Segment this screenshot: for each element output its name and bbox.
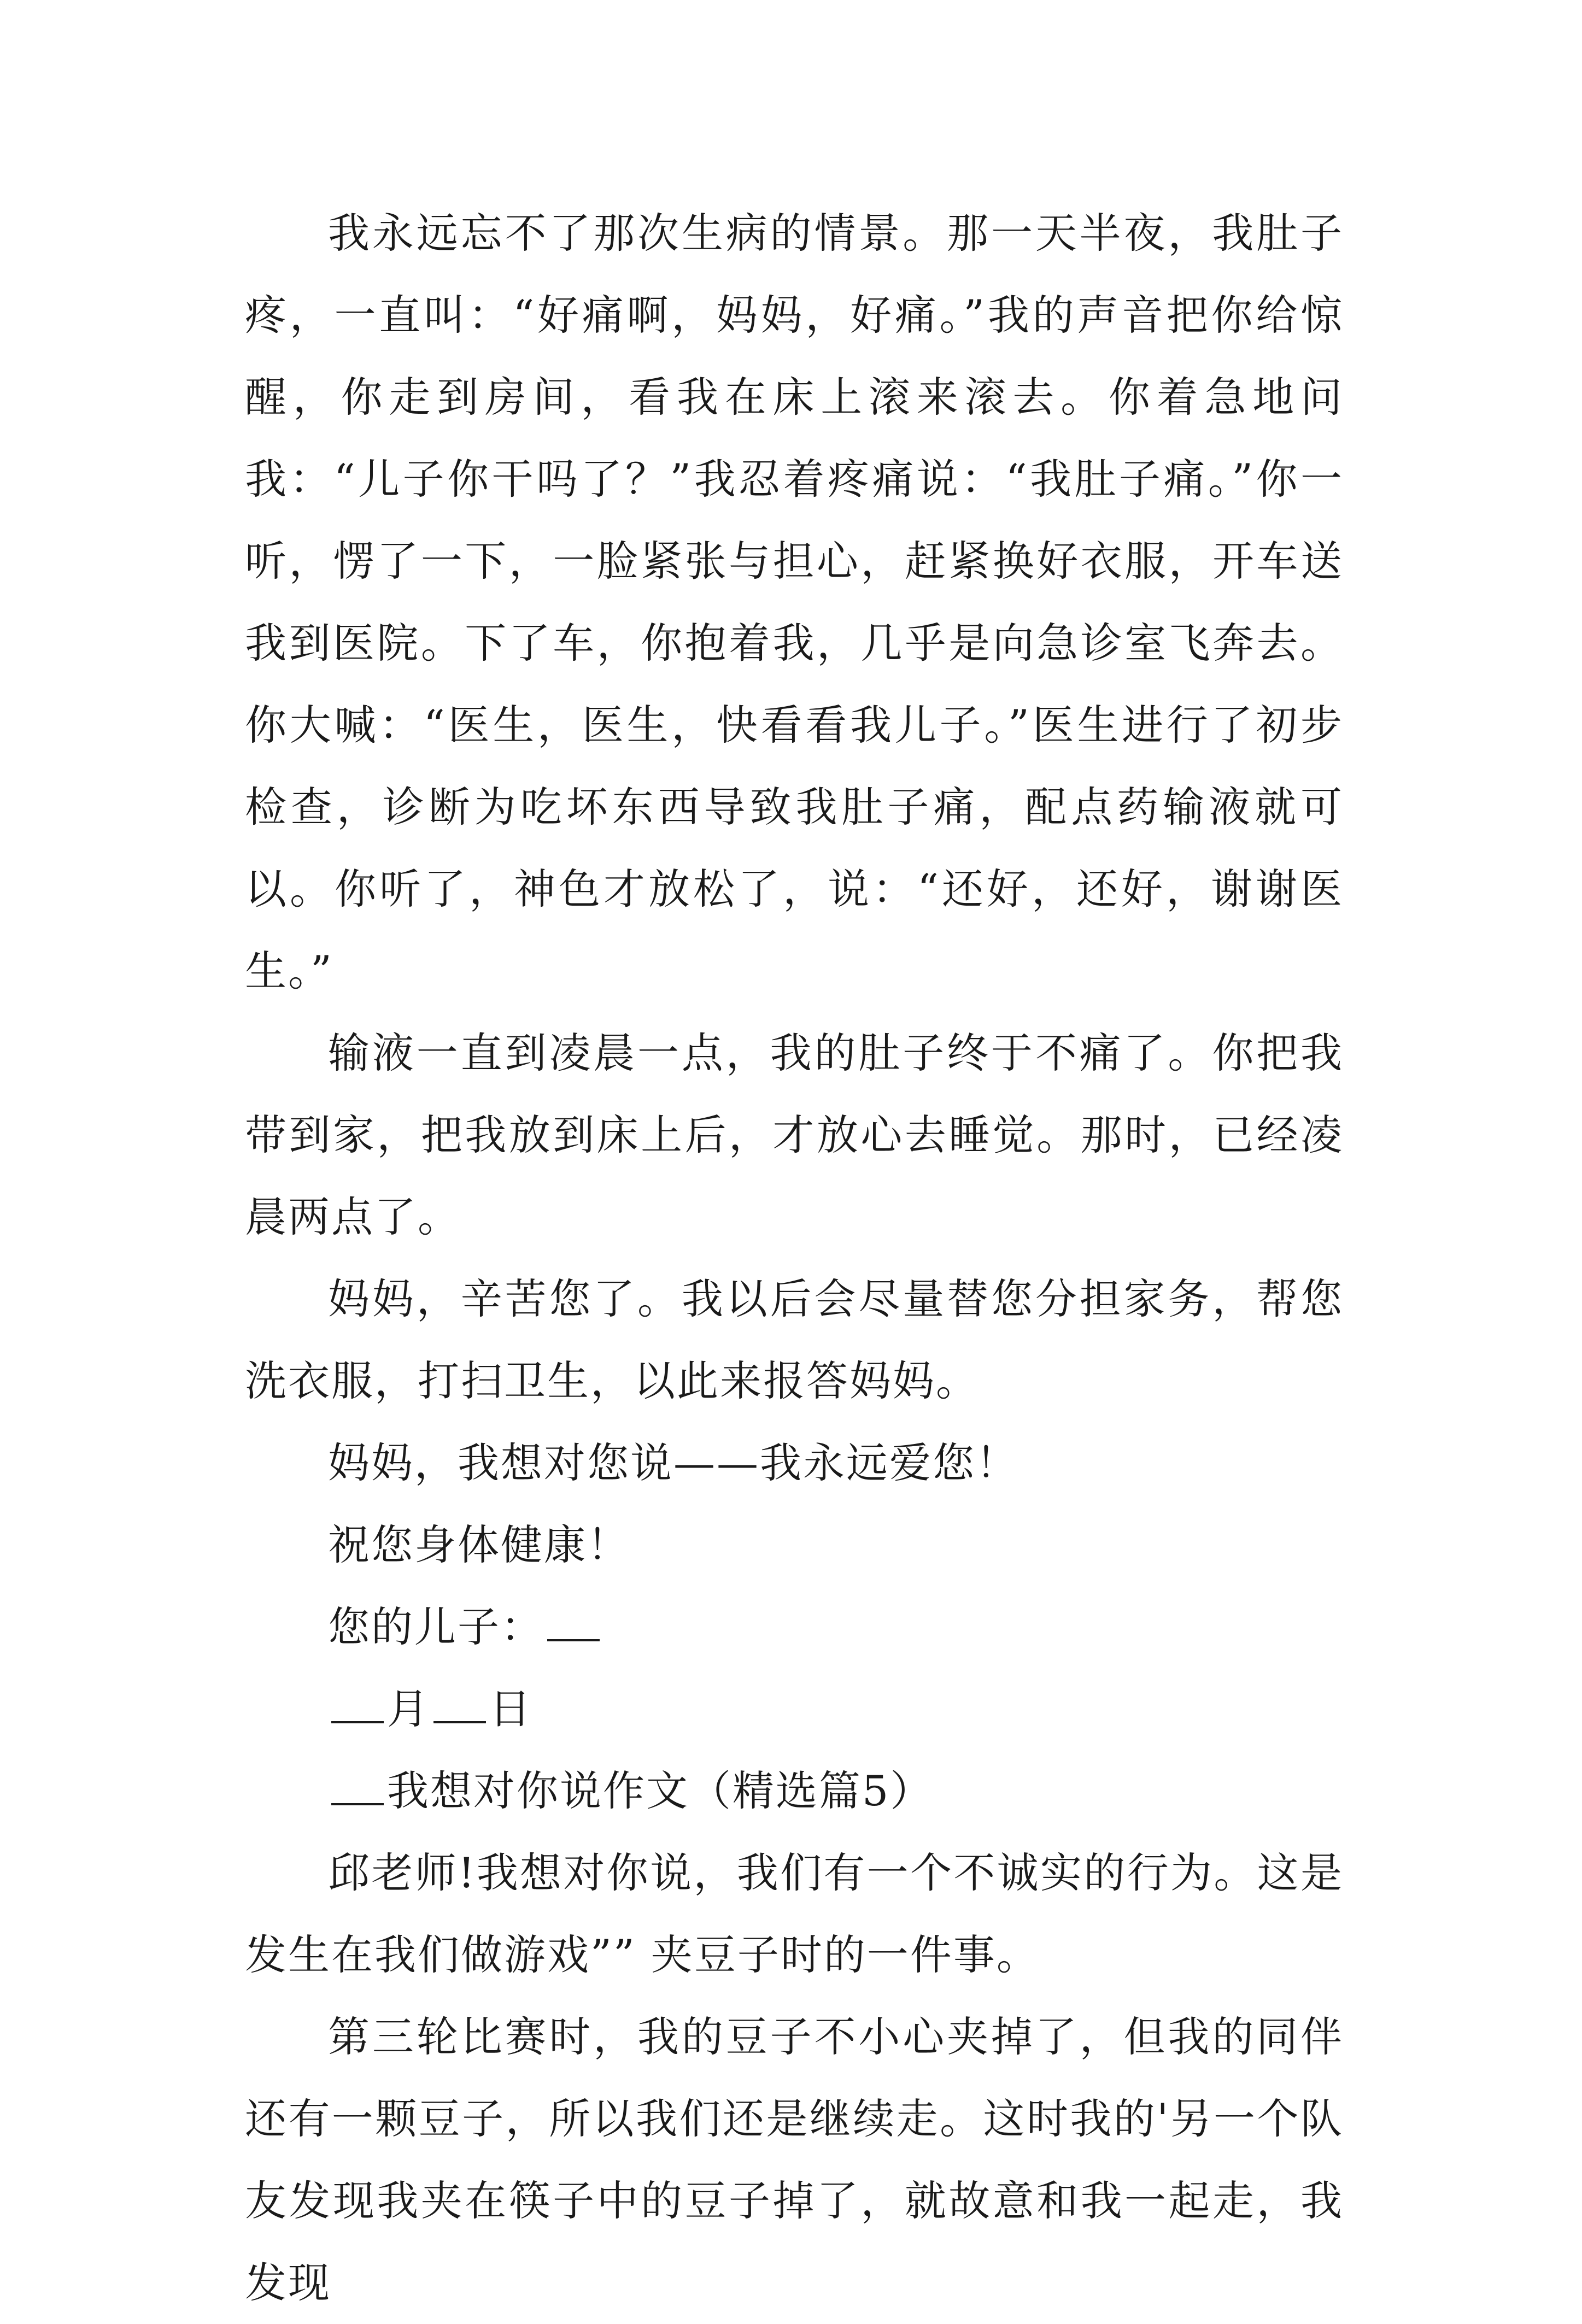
- paragraph-game-round: 第三轮比赛时，我的豆子不小心夹掉了，但我的同伴还有一颗豆子，所以我们还是继续走。这时我的'另一个队友发现我夹在筷子中的豆子掉了，就故意和我一起走，我发现: [245, 2012, 1344, 2307]
- section-title-line: [245, 1750, 1344, 1832]
- paragraph-love-you: 妈妈，我想对您说——我永远爱您！: [328, 1439, 1019, 1487]
- title-blank: [331, 1765, 384, 1805]
- signature-label: 您的儿子：: [328, 1603, 544, 1651]
- paragraph-infusion: 输液一直到凌晨一点，我的肚子终于不痛了。你把我带到家，把我放到床上后，才放心去睡觉。那时，已经凌晨两点了。: [245, 1029, 1344, 1241]
- day-label: 日: [489, 1685, 532, 1733]
- date-line: [245, 1668, 1344, 1750]
- section-title: 我想对你说作文（精选篇5）: [387, 1767, 934, 1815]
- paragraph-thanks-mom: 妈妈，辛苦您了。我以后会尽量替您分担家务，帮您洗衣服，打扫卫生，以此来报答妈妈。: [245, 1275, 1344, 1405]
- name-blank: [547, 1601, 600, 1641]
- document-body: [245, 192, 1344, 2324]
- day-blank: [433, 1683, 486, 1723]
- month-blank: [331, 1683, 384, 1723]
- paragraph-wish-health: 祝您身体健康！: [328, 1521, 630, 1569]
- signature-line: [245, 1586, 1344, 1668]
- month-label: 月: [387, 1685, 430, 1733]
- paragraph-illness-story: 我永远忘不了那次生病的情景。那一天半夜，我肚子疼，一直叫：“好痛啊，妈妈，好痛。”我的声音把你给惊醒，你走到房间，看我在床上滚来滚去。你着急地问我：“儿子你干吗了？”我忍着疼痛说：“我肚子痛。”你一听，愣了一下，一脸紧张与担心，赶紧换好衣服，开车送我到医院。下了车，你抱着我，几乎是向急诊室飞奔去。你大喊：“医生，医生，快看看我儿子。”医生进行了初步检查，诊断为吃坏东西导致我肚子痛，配点药输液就可以。你听了，神色才放松了，说：“还好，还好，谢谢医生。”: [245, 209, 1344, 995]
- paragraph-teacher: 邱老师!我想对你说，我们有一个不诚实的行为。这是发生在我们做游戏”” 夹豆子时的一件事。: [245, 1848, 1344, 1979]
